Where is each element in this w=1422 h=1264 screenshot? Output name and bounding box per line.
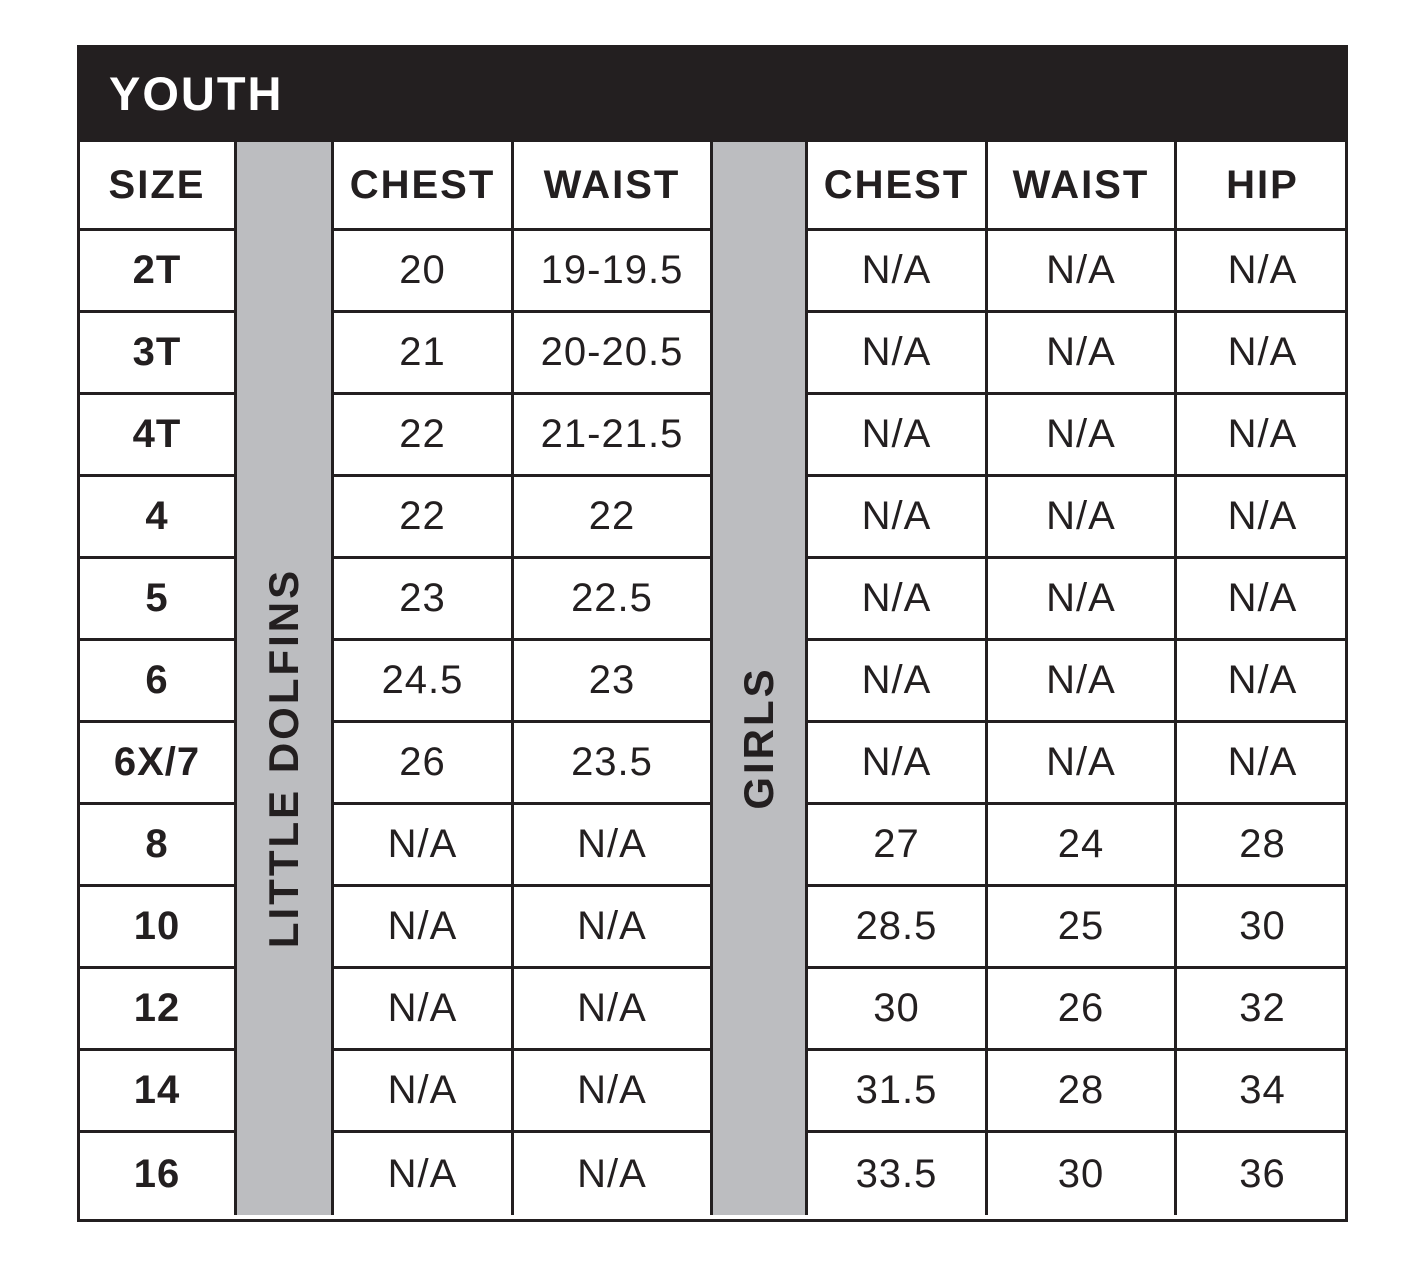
column-header-size: SIZE	[80, 142, 237, 231]
cell-girls-waist: N/A	[988, 723, 1177, 805]
cell-size: 6	[80, 641, 237, 723]
cell-little-dolfins-chest: 26	[334, 723, 514, 805]
cell-size: 4T	[80, 395, 237, 477]
cell-girls-chest: N/A	[808, 559, 988, 641]
cell-girls-hip: N/A	[1177, 313, 1348, 395]
cell-girls-chest: N/A	[808, 395, 988, 477]
cell-little-dolfins-chest: N/A	[334, 805, 514, 887]
cell-girls-hip: 34	[1177, 1051, 1348, 1133]
cell-size: 4	[80, 477, 237, 559]
cell-size: 16	[80, 1133, 237, 1215]
cell-little-dolfins-waist: 19-19.5	[514, 231, 713, 313]
cell-girls-chest: 28.5	[808, 887, 988, 969]
cell-little-dolfins-chest: 21	[334, 313, 514, 395]
cell-little-dolfins-waist: N/A	[514, 1051, 713, 1133]
cell-size: 8	[80, 805, 237, 887]
chart-title: YOUTH	[109, 67, 284, 120]
cell-little-dolfins-waist: N/A	[514, 1133, 713, 1215]
column-header-girls-hip: HIP	[1177, 142, 1348, 231]
cell-girls-chest: 31.5	[808, 1051, 988, 1133]
cell-girls-chest: 27	[808, 805, 988, 887]
cell-girls-hip: N/A	[1177, 231, 1348, 313]
cell-girls-waist: N/A	[988, 231, 1177, 313]
cell-little-dolfins-waist: 20-20.5	[514, 313, 713, 395]
cell-girls-hip: N/A	[1177, 641, 1348, 723]
group-label-girls: GIRLS	[735, 666, 782, 810]
group-label-little-dolfins: LITTLE DOLFINS	[260, 567, 307, 949]
cell-girls-hip: N/A	[1177, 723, 1348, 805]
cell-girls-chest: 33.5	[808, 1133, 988, 1215]
cell-size: 12	[80, 969, 237, 1051]
cell-girls-waist: N/A	[988, 559, 1177, 641]
cell-girls-chest: N/A	[808, 313, 988, 395]
cell-little-dolfins-waist: 22.5	[514, 559, 713, 641]
cell-girls-hip: N/A	[1177, 395, 1348, 477]
group-band-girls	[713, 142, 808, 1215]
cell-little-dolfins-chest: 22	[334, 395, 514, 477]
cell-girls-chest: N/A	[808, 723, 988, 805]
cell-girls-waist: 26	[988, 969, 1177, 1051]
cell-little-dolfins-waist: N/A	[514, 887, 713, 969]
column-header-girls-waist: WAIST	[988, 142, 1177, 231]
title-bar	[77, 45, 1348, 142]
cell-size: 5	[80, 559, 237, 641]
cell-girls-chest: N/A	[808, 477, 988, 559]
cell-little-dolfins-waist: 23.5	[514, 723, 713, 805]
cell-little-dolfins-chest: 20	[334, 231, 514, 313]
cell-girls-chest: N/A	[808, 231, 988, 313]
column-header-little-dolfins-waist: WAIST	[514, 142, 713, 231]
cell-girls-waist: 25	[988, 887, 1177, 969]
cell-little-dolfins-waist: N/A	[514, 805, 713, 887]
cell-size: 2T	[80, 231, 237, 313]
cell-little-dolfins-waist: 21-21.5	[514, 395, 713, 477]
cell-little-dolfins-chest: N/A	[334, 887, 514, 969]
cell-little-dolfins-waist: N/A	[514, 969, 713, 1051]
cell-girls-chest: 30	[808, 969, 988, 1051]
cell-girls-hip: 28	[1177, 805, 1348, 887]
cell-size: 14	[80, 1051, 237, 1133]
cell-size: 6X/7	[80, 723, 237, 805]
cell-little-dolfins-chest: 22	[334, 477, 514, 559]
cell-girls-hip: 32	[1177, 969, 1348, 1051]
cell-size: 10	[80, 887, 237, 969]
cell-girls-waist: N/A	[988, 477, 1177, 559]
cell-girls-hip: N/A	[1177, 477, 1348, 559]
cell-little-dolfins-chest: N/A	[334, 969, 514, 1051]
cell-girls-hip: 36	[1239, 1151, 1286, 1196]
cell-little-dolfins-waist: 22	[514, 477, 713, 559]
cell-little-dolfins-chest: N/A	[334, 1051, 514, 1133]
column-header-little-dolfins-chest: CHEST	[334, 142, 514, 231]
cell-girls-hip: 30	[1177, 887, 1348, 969]
group-band-little-dolfins	[237, 142, 334, 1215]
cell-size: 3T	[80, 313, 237, 395]
cell-girls-waist: 24	[988, 805, 1177, 887]
column-header-girls-chest: CHEST	[808, 142, 988, 231]
cell-girls-waist: N/A	[988, 641, 1177, 723]
cell-girls-waist: N/A	[988, 313, 1177, 395]
size-table	[77, 142, 1348, 1222]
cell-girls-waist: N/A	[988, 395, 1177, 477]
cell-girls-chest: N/A	[808, 641, 988, 723]
cell-girls-waist: 28	[988, 1051, 1177, 1133]
cell-little-dolfins-chest: N/A	[334, 1133, 514, 1215]
size-chart	[77, 45, 1348, 1222]
cell-girls-hip: N/A	[1177, 559, 1348, 641]
cell-little-dolfins-waist: 23	[514, 641, 713, 723]
cell-little-dolfins-chest: 23	[334, 559, 514, 641]
cell-little-dolfins-chest: 24.5	[334, 641, 514, 723]
cell-girls-waist: 30	[988, 1133, 1177, 1215]
